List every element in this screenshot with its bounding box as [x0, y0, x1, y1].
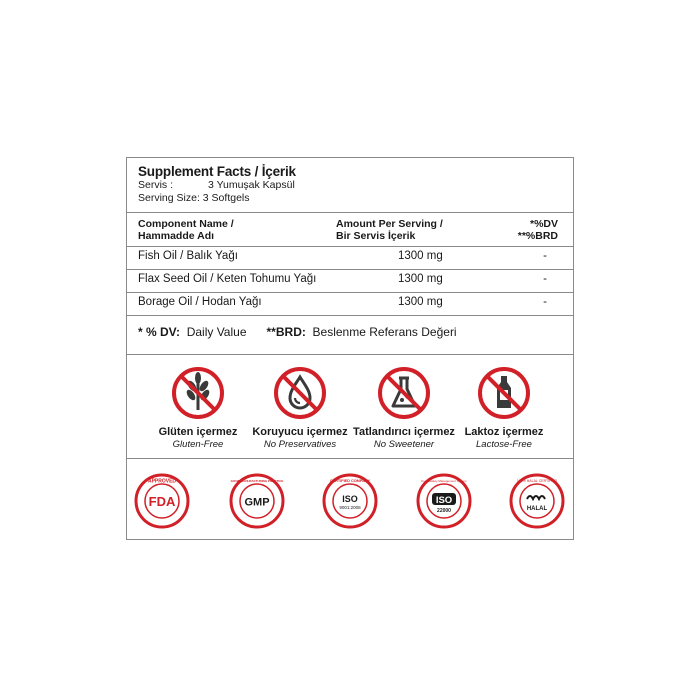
row-name: Borage Oil / Hodan Yağı	[138, 296, 262, 308]
row-amount: 1300 mg	[398, 296, 443, 308]
col-amount-tr: Bir Servis İçerik	[336, 230, 416, 242]
drop-icon	[273, 366, 327, 420]
divider	[127, 212, 573, 213]
lactose-free-tr: Laktoz içermez	[464, 426, 544, 438]
supplement-facts-panel	[126, 157, 574, 540]
iso22000-text: ISO	[435, 495, 453, 506]
iso-sub-text: 9001:2008	[339, 505, 361, 510]
legend-dv-key: * % DV:	[138, 325, 181, 339]
gmp-seal-icon	[229, 473, 285, 529]
iso-9001-seal-icon	[322, 473, 378, 529]
serving-tr-value: 3 Yumuşak Kapsül	[208, 179, 295, 191]
halal-ring-text: 100% HALAL CERTIFIED	[516, 479, 558, 483]
no-sweetener-tr: Tatlandırıcı içermez	[353, 426, 455, 438]
serving-en-key: Serving Size:	[138, 191, 200, 204]
lactose-free-en: Lactose-Free	[476, 439, 532, 450]
legend-brd-key: **BRD:	[266, 325, 306, 339]
serving-tr-key: Servis :	[138, 179, 174, 191]
legend	[138, 325, 457, 339]
gluten-free-tr: Glüten içermez	[158, 426, 238, 438]
iso22000-sub-text: 22000	[437, 508, 451, 514]
wheat-icon	[171, 366, 225, 420]
no-sweetener-en: No Sweetener	[373, 439, 435, 450]
col-amount-en: Amount Per Serving /	[336, 218, 443, 230]
iso-22000-seal-icon	[416, 473, 472, 529]
no-preservatives-en: No Preservatives	[263, 439, 337, 450]
gluten-free-item	[143, 366, 253, 450]
fda-approved-seal-icon	[134, 473, 190, 529]
certification-badges	[127, 458, 573, 540]
row-amount: 1300 mg	[398, 273, 443, 285]
divider	[127, 315, 573, 316]
table-row	[127, 293, 573, 315]
milk-bottle-icon	[477, 366, 531, 420]
col-component-en: Component Name /	[138, 218, 234, 230]
col-dv: *%DV	[529, 218, 558, 230]
iso-ring-text: CERTIFIED COMPANY	[329, 479, 371, 483]
no-preservatives-tr: Koruyucu içermez	[252, 426, 348, 438]
table-row	[127, 247, 573, 269]
row-name: Fish Oil / Balık Yağı	[138, 250, 238, 262]
fda-ring-text: APPROVED	[147, 478, 177, 485]
table-header	[127, 217, 573, 247]
gluten-free-en: Gluten-Free	[172, 439, 224, 450]
lactose-free-item	[449, 366, 559, 450]
legend-brd-value: Beslenme Referans Değeri	[312, 325, 457, 339]
gmp-text: GMP	[244, 496, 270, 509]
facts-title: Supplement Facts / İçerik	[138, 164, 296, 179]
legend-dv-value: Daily Value	[186, 325, 247, 339]
col-brd: **%BRD	[517, 230, 558, 242]
halal-text: HALAL	[526, 506, 548, 512]
col-component-tr: Hammadde Adı	[138, 230, 215, 242]
divider	[127, 354, 573, 355]
iso-text: ISO	[342, 494, 358, 504]
serving-en-value: 3 Softgels	[202, 191, 250, 204]
row-name: Flax Seed Oil / Keten Tohumu Yağı	[138, 273, 317, 285]
table-row	[127, 270, 573, 292]
row-amount: 1300 mg	[398, 250, 443, 262]
facts-header	[127, 158, 573, 209]
row-dv: -	[543, 273, 547, 285]
gmp-ring-text: GOOD MANUFACTURING PRACTICE	[230, 479, 284, 483]
iso22000-ring-text: Food Safety Management System	[421, 479, 467, 483]
flask-icon	[377, 366, 431, 420]
halal-seal-icon	[509, 473, 565, 529]
fda-text: FDA	[148, 494, 176, 509]
row-dv: -	[543, 250, 547, 262]
free-from-icons	[127, 358, 573, 458]
no-sweetener-item	[349, 366, 459, 450]
no-preservatives-item	[245, 366, 355, 450]
row-dv: -	[543, 296, 547, 308]
